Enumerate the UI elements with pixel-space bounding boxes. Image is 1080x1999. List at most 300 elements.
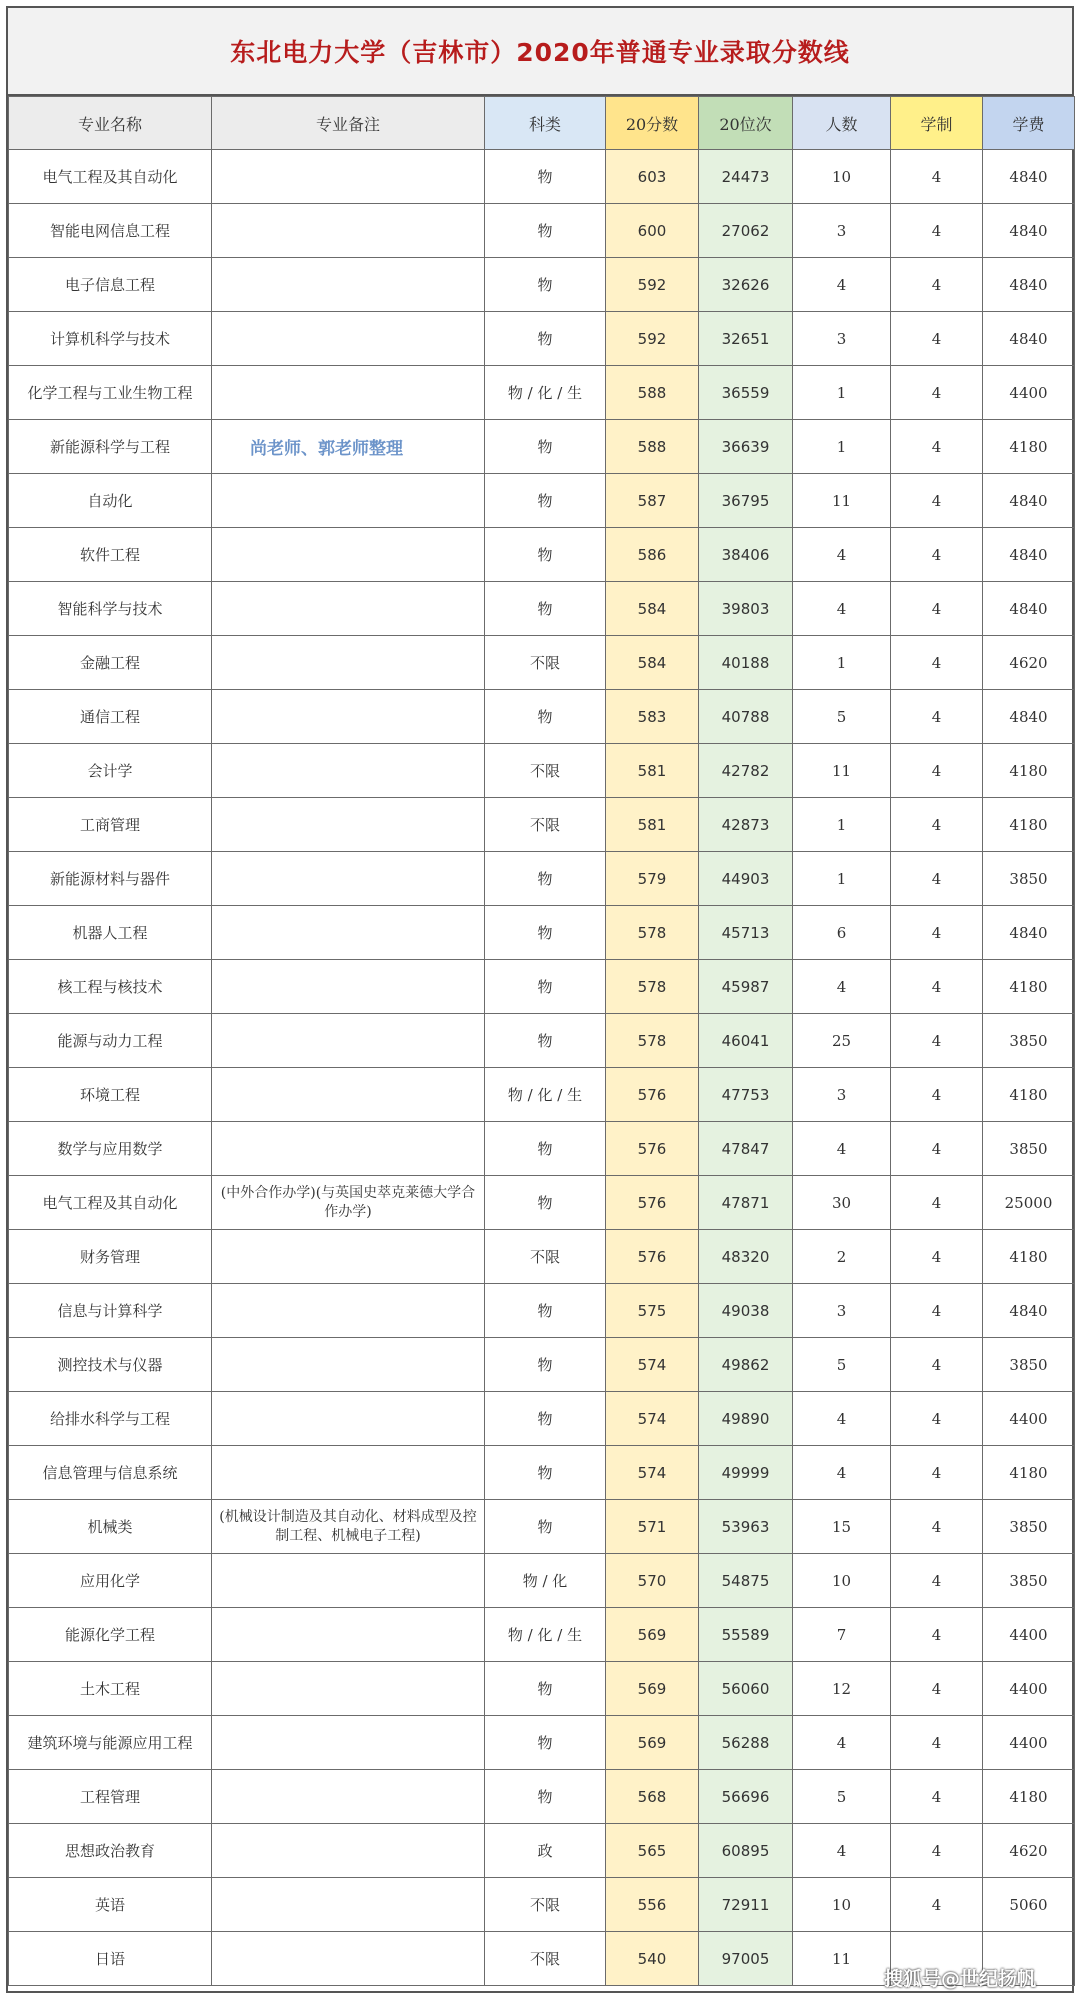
cell-rank: 55589 [699,1608,793,1662]
cell-years: 4 [891,1608,983,1662]
cell-count: 1 [793,366,891,420]
cell-subject-type: 物 [485,258,606,312]
cell-major-name: 会计学 [9,744,212,798]
cell-rank: 45987 [699,960,793,1014]
cell-rank: 47847 [699,1122,793,1176]
cell-major-name: 能源化学工程 [9,1608,212,1662]
cell-fee: 4400 [983,1716,1075,1770]
cell-major-name: 土木工程 [9,1662,212,1716]
cell-fee: 4620 [983,1824,1075,1878]
cell-major-note [212,366,485,420]
cell-major-note [212,258,485,312]
cell-subject-type: 不限 [485,1878,606,1932]
cell-count: 4 [793,258,891,312]
cell-years: 4 [891,582,983,636]
cell-major-name: 自动化 [9,474,212,528]
cell-rank: 47871 [699,1176,793,1230]
cell-fee: 4840 [983,906,1075,960]
cell-subject-type: 物 [485,528,606,582]
cell-score: 540 [606,1932,699,1986]
cell-rank: 56696 [699,1770,793,1824]
cell-rank: 32651 [699,312,793,366]
cell-major-name: 信息与计算科学 [9,1284,212,1338]
cell-rank: 49999 [699,1446,793,1500]
cell-subject-type: 不限 [485,636,606,690]
cell-fee: 4840 [983,1284,1075,1338]
cell-score: 565 [606,1824,699,1878]
table-row [9,474,1075,528]
cell-fee: 4400 [983,1662,1075,1716]
cell-count: 4 [793,1392,891,1446]
table-row [9,1122,1075,1176]
table-row [9,1878,1075,1932]
table-row [9,1716,1075,1770]
cell-fee: 25000 [983,1176,1075,1230]
cell-major-note [212,204,485,258]
cell-score: 576 [606,1230,699,1284]
cell-years: 4 [891,420,983,474]
table-row [9,258,1075,312]
table-row [9,906,1075,960]
cell-years: 4 [891,312,983,366]
cell-fee: 4180 [983,1230,1075,1284]
cell-subject-type: 物 [485,1338,606,1392]
cell-years: 4 [891,1662,983,1716]
cell-rank: 44903 [699,852,793,906]
cell-subject-type: 物 / 化 / 生 [485,366,606,420]
cell-rank: 32626 [699,258,793,312]
cell-score: 574 [606,1446,699,1500]
cell-rank: 49862 [699,1338,793,1392]
cell-rank: 40188 [699,636,793,690]
cell-rank: 54875 [699,1554,793,1608]
cell-major-note [212,1662,485,1716]
cell-score: 588 [606,366,699,420]
cell-major-note [212,798,485,852]
cell-years: 4 [891,1230,983,1284]
cell-score: 592 [606,312,699,366]
table-row [9,1446,1075,1500]
cell-score: 583 [606,690,699,744]
cell-years: 4 [891,204,983,258]
cell-major-name: 智能科学与技术 [9,582,212,636]
cell-subject-type: 不限 [485,1932,606,1986]
cell-major-note [212,636,485,690]
cell-major-name: 新能源材料与器件 [9,852,212,906]
cell-major-name: 英语 [9,1878,212,1932]
cell-major-name: 通信工程 [9,690,212,744]
cell-score: 578 [606,1014,699,1068]
cell-score: 569 [606,1716,699,1770]
cell-subject-type: 物 / 化 / 生 [485,1608,606,1662]
cell-major-note [212,1284,485,1338]
cell-years: 4 [891,1500,983,1554]
cell-fee: 4180 [983,420,1075,474]
cell-fee: 4180 [983,1068,1075,1122]
cell-major-note [212,690,485,744]
cell-subject-type: 物 [485,312,606,366]
cell-years: 4 [891,1554,983,1608]
table-row [9,1230,1075,1284]
cell-years: 4 [891,1392,983,1446]
cell-count: 11 [793,1932,891,1986]
cell-count: 4 [793,1446,891,1500]
cell-major-name: 信息管理与信息系统 [9,1446,212,1500]
cell-rank: 45713 [699,906,793,960]
cell-score: 568 [606,1770,699,1824]
cell-major-name: 机械类 [9,1500,212,1554]
cell-major-name: 工程管理 [9,1770,212,1824]
cell-count: 10 [793,1554,891,1608]
header-fee: 学费 [983,97,1075,150]
cell-count: 6 [793,906,891,960]
cell-major-name: 建筑环境与能源应用工程 [9,1716,212,1770]
table-row [9,1824,1075,1878]
cell-fee: 4840 [983,258,1075,312]
cell-score: 574 [606,1338,699,1392]
table-row [9,852,1075,906]
cell-score: 576 [606,1068,699,1122]
cell-fee: 4400 [983,1392,1075,1446]
table-row [9,204,1075,258]
cell-score: 556 [606,1878,699,1932]
cell-fee: 4180 [983,1770,1075,1824]
cell-major-note: (中外合作办学)(与英国史萃克莱德大学合作办学) [212,1176,485,1230]
footer-watermark: 搜狐号@世纪扬帆 [884,1968,1037,1990]
cell-subject-type: 物 [485,1716,606,1770]
cell-major-name: 环境工程 [9,1068,212,1122]
cell-years: 4 [891,366,983,420]
page-title: 东北电力大学（吉林市）2020年普通专业录取分数线 [230,38,850,67]
cell-count: 1 [793,420,891,474]
cell-rank: 60895 [699,1824,793,1878]
cell-fee: 3850 [983,1554,1075,1608]
cell-rank: 49038 [699,1284,793,1338]
cell-major-note [212,1446,485,1500]
cell-subject-type: 物 [485,1122,606,1176]
cell-fee: 4840 [983,690,1075,744]
table-row [9,528,1075,582]
cell-fee: 4400 [983,366,1075,420]
cell-fee: 3850 [983,1014,1075,1068]
table-row [9,420,1075,474]
cell-major-name: 数学与应用数学 [9,1122,212,1176]
cell-count: 11 [793,474,891,528]
title-bar [8,8,1072,96]
cell-years: 4 [891,1068,983,1122]
cell-major-name: 电气工程及其自动化 [9,150,212,204]
cell-count: 25 [793,1014,891,1068]
cell-count: 10 [793,1878,891,1932]
cell-count: 4 [793,960,891,1014]
cell-years: 4 [891,1284,983,1338]
cell-subject-type: 物 [485,1446,606,1500]
table-row [9,366,1075,420]
cell-score: 576 [606,1122,699,1176]
cell-subject-type: 物 [485,1284,606,1338]
cell-major-note [212,1824,485,1878]
table-row [9,1770,1075,1824]
cell-fee: 3850 [983,852,1075,906]
cell-count: 7 [793,1608,891,1662]
cell-count: 15 [793,1500,891,1554]
cell-major-note [212,582,485,636]
cell-major-name: 新能源科学与工程 [9,420,212,474]
cell-count: 2 [793,1230,891,1284]
cell-major-note [212,1608,485,1662]
cell-major-note [212,528,485,582]
cell-fee: 4840 [983,582,1075,636]
table-row [9,690,1075,744]
cell-years: 4 [891,150,983,204]
cell-subject-type: 物 [485,1662,606,1716]
cell-rank: 38406 [699,528,793,582]
cell-count: 1 [793,798,891,852]
cell-major-note [212,150,485,204]
cell-rank: 36639 [699,420,793,474]
cell-subject-type: 物 [485,1770,606,1824]
cell-fee: 4840 [983,528,1075,582]
cell-subject-type: 不限 [485,1230,606,1284]
header-rank: 20位次 [699,97,793,150]
cell-fee: 3850 [983,1122,1075,1176]
cell-count: 4 [793,1716,891,1770]
cell-years: 4 [891,258,983,312]
cell-fee: 3850 [983,1338,1075,1392]
cell-fee: 4180 [983,744,1075,798]
header-years: 学制 [891,97,983,150]
cell-fee: 4180 [983,798,1075,852]
cell-major-note [212,852,485,906]
cell-subject-type: 物 [485,474,606,528]
cell-rank: 72911 [699,1878,793,1932]
cell-rank: 36559 [699,366,793,420]
cell-subject-type: 物 [485,960,606,1014]
cell-score: 569 [606,1662,699,1716]
cell-subject-type: 物 [485,582,606,636]
cell-count: 3 [793,204,891,258]
cell-rank: 47753 [699,1068,793,1122]
table-row [9,798,1075,852]
cell-major-name: 日语 [9,1932,212,1986]
cell-subject-type: 物 [485,150,606,204]
cell-major-note: (机械设计制造及其自动化、材料成型及控制工程、机械电子工程) [212,1500,485,1554]
cell-major-name: 金融工程 [9,636,212,690]
cell-rank: 42873 [699,798,793,852]
header-count: 人数 [793,97,891,150]
table-row [9,1338,1075,1392]
cell-major-note [212,474,485,528]
cell-major-name: 给排水科学与工程 [9,1392,212,1446]
cell-years: 4 [891,1176,983,1230]
cell-years: 4 [891,1122,983,1176]
cell-major-name: 核工程与核技术 [9,960,212,1014]
cell-score: 600 [606,204,699,258]
cell-years: 4 [891,906,983,960]
cell-subject-type: 物 / 化 [485,1554,606,1608]
cell-subject-type: 物 [485,204,606,258]
cell-score: 584 [606,582,699,636]
cell-major-note [212,1338,485,1392]
cell-score: 575 [606,1284,699,1338]
cell-count: 11 [793,744,891,798]
cell-major-name: 电子信息工程 [9,258,212,312]
cell-rank: 40788 [699,690,793,744]
cell-score: 574 [606,1392,699,1446]
cell-major-name: 计算机科学与技术 [9,312,212,366]
cell-subject-type: 物 [485,1176,606,1230]
cell-subject-type: 物 [485,690,606,744]
cell-years: 4 [891,1878,983,1932]
cell-rank: 56288 [699,1716,793,1770]
cell-count: 3 [793,1068,891,1122]
cell-major-name: 电气工程及其自动化 [9,1176,212,1230]
table-row [9,1176,1075,1230]
table-row [9,744,1075,798]
table-row [9,582,1075,636]
cell-count: 4 [793,1824,891,1878]
cell-rank: 56060 [699,1662,793,1716]
table-row [9,1608,1075,1662]
cell-major-note [212,1716,485,1770]
document-frame [6,6,1074,1993]
cell-rank: 27062 [699,204,793,258]
cell-major-name: 思想政治教育 [9,1824,212,1878]
cell-score: 581 [606,798,699,852]
cell-fee: 4840 [983,150,1075,204]
cell-fee: 4840 [983,474,1075,528]
cell-count: 5 [793,1338,891,1392]
cell-score: 588 [606,420,699,474]
cell-rank: 24473 [699,150,793,204]
cell-years: 4 [891,798,983,852]
cell-subject-type: 物 [485,1392,606,1446]
cell-fee: 4180 [983,1446,1075,1500]
cell-years: 4 [891,474,983,528]
table-row [9,1014,1075,1068]
cell-major-note [212,1014,485,1068]
cell-rank: 39803 [699,582,793,636]
cell-years: 4 [891,1716,983,1770]
cell-major-note [212,906,485,960]
table-row [9,150,1075,204]
cell-score: 584 [606,636,699,690]
cell-count: 4 [793,1122,891,1176]
cell-score: 569 [606,1608,699,1662]
cell-score: 571 [606,1500,699,1554]
cell-fee: 4400 [983,1608,1075,1662]
cell-count: 3 [793,1284,891,1338]
cell-major-note [212,1878,485,1932]
cell-years: 4 [891,636,983,690]
cell-years: 4 [891,1824,983,1878]
cell-rank: 46041 [699,1014,793,1068]
cell-count: 1 [793,852,891,906]
table-row [9,1284,1075,1338]
cell-count: 10 [793,150,891,204]
cell-subject-type: 物 [485,1500,606,1554]
cell-major-name: 能源与动力工程 [9,1014,212,1068]
cell-score: 581 [606,744,699,798]
cell-major-name: 软件工程 [9,528,212,582]
cell-major-name: 财务管理 [9,1230,212,1284]
cell-major-name: 工商管理 [9,798,212,852]
table-row [9,1500,1075,1554]
table-row [9,1554,1075,1608]
cell-fee: 4840 [983,312,1075,366]
cell-years: 4 [891,1014,983,1068]
cell-score: 592 [606,258,699,312]
cell-score: 603 [606,150,699,204]
cell-score: 579 [606,852,699,906]
header-note: 专业备注 [212,97,485,150]
cell-subject-type: 物 [485,906,606,960]
table-row [9,312,1075,366]
cell-fee: 4840 [983,204,1075,258]
cell-count: 4 [793,582,891,636]
compiler-watermark: 尚老师、郭老师整理 [250,439,403,459]
cell-count: 30 [793,1176,891,1230]
cell-fee: 4180 [983,960,1075,1014]
cell-count: 12 [793,1662,891,1716]
cell-score: 578 [606,960,699,1014]
cell-major-name: 测控技术与仪器 [9,1338,212,1392]
cell-years: 4 [891,1446,983,1500]
cell-score: 576 [606,1176,699,1230]
cell-count: 3 [793,312,891,366]
cell-years: 4 [891,690,983,744]
cell-count: 5 [793,1770,891,1824]
cell-major-note [212,1932,485,1986]
cell-subject-type: 物 [485,852,606,906]
cell-fee: 5060 [983,1878,1075,1932]
cell-subject-type: 不限 [485,744,606,798]
cell-rank: 42782 [699,744,793,798]
table-row [9,1392,1075,1446]
cell-score: 587 [606,474,699,528]
cell-major-note [212,1230,485,1284]
cell-years: 4 [891,528,983,582]
cell-score: 578 [606,906,699,960]
cell-rank: 48320 [699,1230,793,1284]
cell-years: 4 [891,744,983,798]
cell-major-note [212,744,485,798]
cell-major-note [212,1122,485,1176]
cell-subject-type: 政 [485,1824,606,1878]
cell-score: 586 [606,528,699,582]
table-row [9,636,1075,690]
table-header-row [9,97,1075,150]
cell-years: 4 [891,852,983,906]
cell-rank: 36795 [699,474,793,528]
table-row [9,1068,1075,1122]
cell-rank: 53963 [699,1500,793,1554]
cell-major-note [212,1068,485,1122]
cell-subject-type: 不限 [485,798,606,852]
header-score: 20分数 [606,97,699,150]
cell-major-name: 智能电网信息工程 [9,204,212,258]
admission-score-table [8,96,1075,1986]
cell-fee: 3850 [983,1500,1075,1554]
cell-major-name: 化学工程与工业生物工程 [9,366,212,420]
header-name: 专业名称 [9,97,212,150]
cell-count: 1 [793,636,891,690]
cell-years: 4 [891,1770,983,1824]
cell-years: 4 [891,960,983,1014]
cell-years: 4 [891,1338,983,1392]
table-row [9,960,1075,1014]
cell-fee: 4620 [983,636,1075,690]
